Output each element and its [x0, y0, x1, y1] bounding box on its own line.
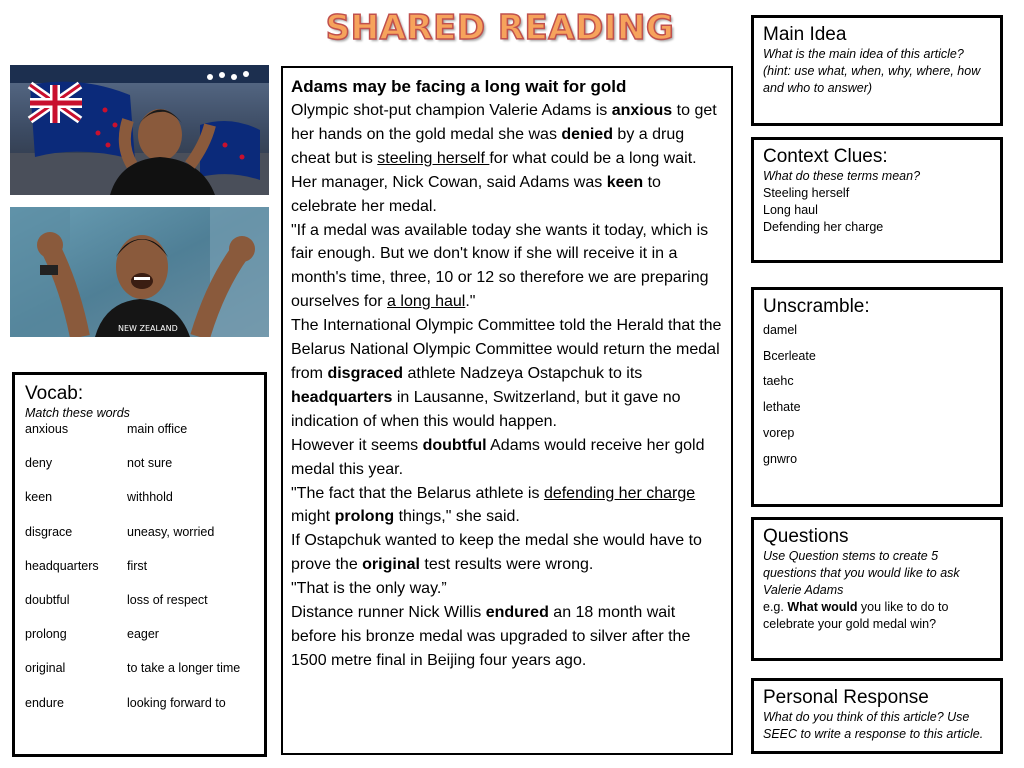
athlete-celebrating-photo: [10, 207, 269, 337]
vocab-row: [25, 593, 254, 627]
questions-box: [751, 517, 1003, 661]
context-clues-title: Context Clues:: [763, 146, 888, 167]
unscramble-box: [751, 287, 1003, 507]
vocab-meaning: withhold: [127, 490, 173, 505]
personal-response-prompt: What do you think of this article? Use SEEC to write a response to this article.: [763, 710, 984, 741]
vocab-row: [25, 422, 254, 456]
unscramble-word: taehc: [763, 374, 794, 389]
context-clues-box: [751, 137, 1003, 263]
unscramble-word: damel: [763, 323, 798, 337]
vocab-word: original: [25, 661, 66, 676]
unscramble-word: vorep: [763, 425, 795, 440]
vocab-box: [12, 372, 267, 757]
questions-example: e.g. What would you like to do to celebrate your gold medal win?: [763, 600, 949, 631]
page-title: SHARED READING: [325, 8, 675, 48]
vocab-meaning: uneasy, worried: [127, 524, 215, 539]
article-paragraph-1: Olympic shot-put champion Valerie Adams is anxious to get her hands on the gold medal she was denied by a drug cheat but is steeling herself for what could be a long wait.: [291, 102, 717, 167]
context-clue-item: Long haul: [763, 203, 818, 217]
vocab-meaning: main office: [127, 422, 188, 436]
questions-prompt: Use Question stems to create 5 questions that you would like to ask Valerie Adams: [763, 549, 960, 597]
unscramble-word: Bcerleate: [763, 348, 816, 363]
personal-response-box: [751, 678, 1003, 754]
vocab-row: [25, 696, 254, 730]
main-idea-box: [751, 15, 1003, 126]
vocab-row: [25, 627, 254, 661]
vocab-word: disgrace: [25, 524, 73, 539]
vocab-word: keen: [25, 490, 53, 505]
context-clues-prompt: What do these terms mean?: [763, 169, 921, 183]
vocab-word: anxious: [25, 422, 69, 436]
article-paragraph-7: If Ostapchuk wanted to keep the medal she would have to prove the original test results were wrong.: [291, 532, 702, 574]
athlete-with-flag-photo: [10, 65, 269, 195]
vocab-list: [25, 422, 254, 730]
main-idea-title: Main Idea: [763, 24, 847, 45]
vocab-meaning: eager: [127, 627, 159, 642]
unscramble-word: gnwro: [763, 451, 798, 466]
vocab-subtitle: Match these words: [25, 406, 130, 420]
article-paragraph-5: However it seems doubtful Adams would receive her gold medal this year.: [291, 436, 705, 478]
vocab-title: Vocab:: [25, 383, 84, 404]
unscramble-title: Unscramble:: [763, 296, 870, 317]
vocab-word: doubtful: [25, 592, 70, 607]
article-paragraph-3: "If a medal was available today she wants it today, which is fair enough. But we don't know if she will receive it in a month's time, three, 10 or 12 so therefore we are preparing ourselves for a long haul.": [291, 221, 709, 311]
vocab-row: [25, 661, 254, 695]
context-clue-item: Steeling herself: [763, 186, 850, 200]
vocab-row: [25, 490, 254, 524]
article-box: [281, 66, 733, 755]
vocab-row: [25, 456, 254, 490]
vocab-meaning: looking forward to: [127, 695, 226, 710]
article-paragraph-4: The International Olympic Committee told the Herald that the Belarus National Olympic Committee would return the medal from disgraced athlete Nadzeya Ostapchuk to its headquarters in Lausanne, Switzerland, but it gave no indication of when this would happen.: [291, 317, 722, 430]
questions-title: Questions: [763, 526, 849, 547]
vocab-word: endure: [25, 695, 64, 710]
vocab-row: [25, 559, 254, 593]
unscramble-word: lethate: [763, 400, 801, 415]
article-paragraph-2: Her manager, Nick Cowan, said Adams was keen to celebrate her medal.: [291, 173, 661, 215]
article-paragraph-6: "The fact that the Belarus athlete is defending her charge might prolong things," she said.: [291, 484, 696, 526]
svg-text:NEW ZEALAND: NEW ZEALAND: [118, 324, 178, 333]
context-clue-item: Defending her charge: [763, 220, 884, 234]
vocab-meaning: first: [127, 558, 148, 573]
vocab-word: deny: [25, 456, 53, 471]
vocab-meaning: loss of respect: [127, 592, 208, 607]
vocab-word: prolong: [25, 627, 67, 642]
vocab-meaning: not sure: [127, 456, 173, 471]
main-idea-prompt: What is the main idea of this article? (hint: use what, when, why, where, how and who to answer): [763, 47, 981, 95]
vocab-row: [25, 525, 254, 559]
personal-response-title: Personal Response: [763, 687, 929, 708]
article-paragraph-8: "That is the only way.”: [291, 580, 447, 598]
vocab-word: headquarters: [25, 558, 99, 573]
vocab-meaning: to take a longer time: [127, 661, 241, 676]
article-headline: Adams may be facing a long wait for gold: [291, 77, 627, 96]
article-paragraph-9: Distance runner Nick Willis endured an 18 month wait before his bronze medal was upgraded to silver after the 1500 metre final in Beijing four years ago.: [291, 604, 691, 669]
